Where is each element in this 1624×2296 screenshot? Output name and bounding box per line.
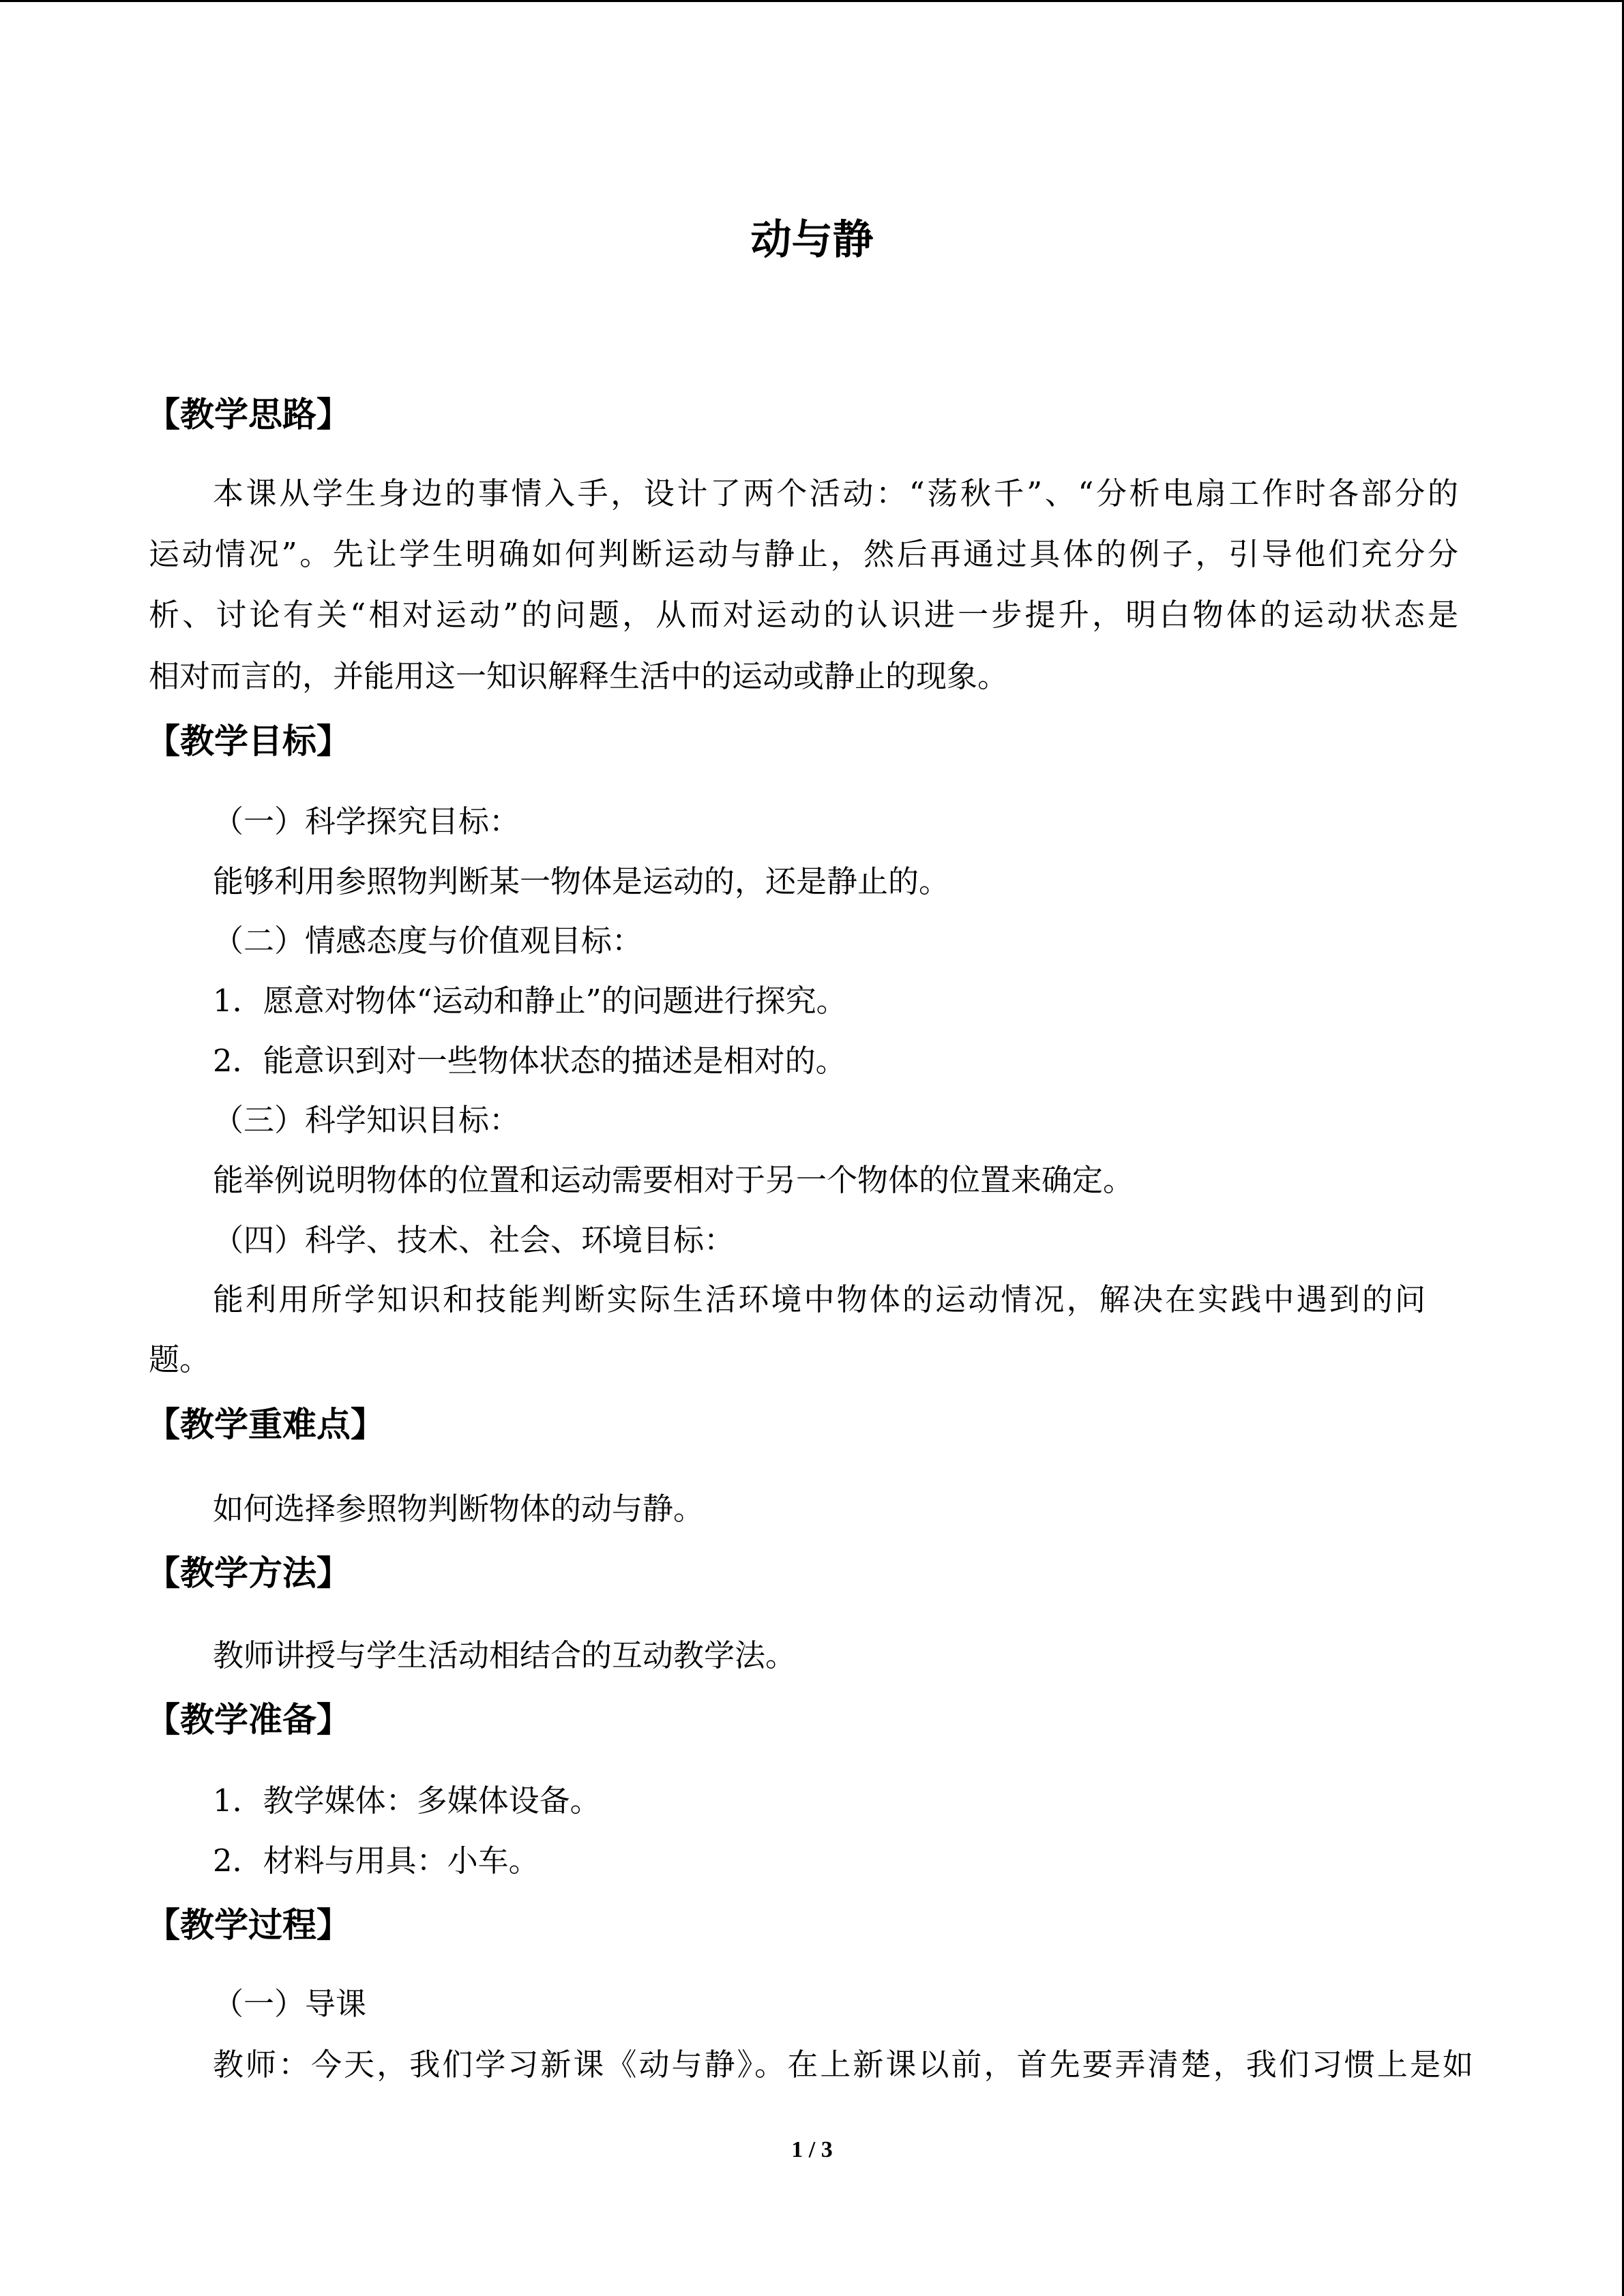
goal-4-title: （四）科学、技术、社会、环境目标：: [213, 1222, 735, 1258]
difficulty-text: 如何选择参照物判断物体的动与静。: [213, 1491, 705, 1527]
goal-2-title: （二）情感态度与价值观目标：: [213, 923, 643, 959]
thinking-line-3: 析、讨论有关“相对运动”的问题，从而对运动的认识进一步提升，明白物体的运动状态是: [149, 597, 1458, 633]
page-number: 1 / 3: [791, 2137, 833, 2162]
heading-teaching-process: 【教学过程】: [146, 1905, 351, 1945]
page-border-top: [0, 0, 1624, 2]
method-text: 教师讲授与学生活动相结合的互动教学法。: [213, 1637, 797, 1673]
process-1-line-1: 教师：今天，我们学习新课《动与静》。在上新课以前，首先要弄清楚，我们习惯上是如: [213, 2046, 1473, 2083]
goal-4-line-1: 能利用所学知识和技能判断实际生活环境中物体的运动情况，解决在实践中遇到的问: [213, 1281, 1426, 1317]
goal-2-item-2: 2．能意识到对一些物体状态的描述是相对的。: [213, 1043, 846, 1079]
document-title: 动与静: [750, 216, 874, 264]
thinking-line-4: 相对而言的，并能用这一知识解释生活中的运动或静止的现象。: [149, 658, 1009, 694]
goal-4-line-2: 题。: [149, 1341, 211, 1377]
heading-teaching-thinking: 【教学思路】: [146, 395, 351, 434]
process-1-title: （一）导课: [213, 1986, 367, 2022]
goal-3-title: （三）科学知识目标：: [213, 1102, 520, 1138]
heading-teaching-goals: 【教学目标】: [146, 721, 351, 761]
preparation-item-2: 2．材料与用具：小车。: [213, 1843, 540, 1879]
thinking-line-2: 运动情况”。先让学生明确如何判断运动与静止，然后再通过具体的例子，引导他们充分分: [149, 536, 1458, 572]
goal-2-item-1: 1．愿意对物体“运动和静止”的问题进行探究。: [213, 983, 847, 1019]
thinking-line-1: 本课从学生身边的事情入手，设计了两个活动：“荡秋千”、“分析电扇工作时各部分的: [213, 475, 1458, 511]
goal-1-text: 能够利用参照物判断某一物体是运动的，还是静止的。: [213, 863, 950, 899]
goal-1-title: （一）科学探究目标：: [213, 803, 520, 839]
goal-3-text: 能举例说明物体的位置和运动需要相对于另一个物体的位置来确定。: [213, 1162, 1134, 1198]
heading-teaching-method: 【教学方法】: [146, 1553, 351, 1593]
preparation-item-1: 1．教学媒体：多媒体设备。: [213, 1783, 601, 1819]
heading-teaching-difficulty: 【教学重难点】: [146, 1405, 385, 1444]
heading-teaching-preparation: 【教学准备】: [146, 1700, 351, 1740]
